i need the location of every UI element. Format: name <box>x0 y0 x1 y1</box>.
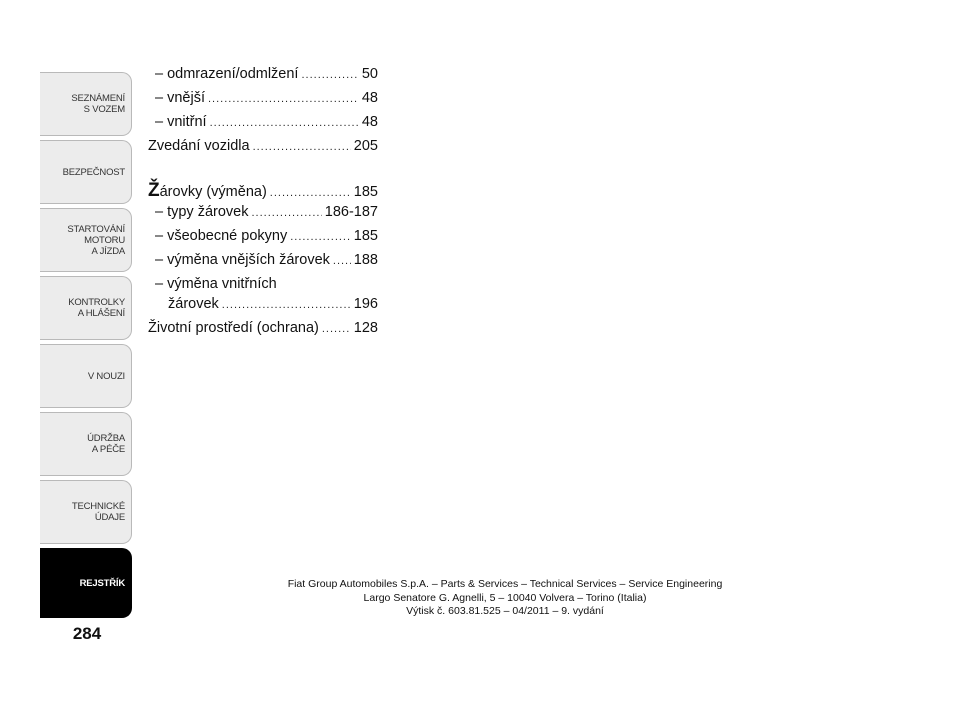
index-entry[interactable] <box>148 138 378 158</box>
entry-label: žárovek <box>168 296 219 312</box>
leader-dots <box>222 299 351 311</box>
leader-dots <box>290 231 351 243</box>
tab-label-line: ÚDAJE <box>94 512 125 523</box>
index-entry[interactable] <box>148 90 378 110</box>
entry-page: 196 <box>353 296 378 312</box>
footer-line: Fiat Group Automobiles S.p.A. – Parts & Services – Technical Services – Service Engineering <box>287 578 723 590</box>
leader-dots <box>333 255 351 267</box>
tab-v-nouzi[interactable] <box>40 344 132 408</box>
tab-label-line: SEZNÁMENÍ <box>71 93 125 104</box>
leader-dots <box>322 323 351 335</box>
tab-label-line: TECHNICKÉ <box>71 501 125 512</box>
tab-label-line: ÚDRŽBA <box>87 433 125 444</box>
leader-dots <box>301 69 358 81</box>
entry-page: 185 <box>353 184 378 200</box>
leader-dots <box>252 207 322 219</box>
entry-page: 48 <box>361 90 378 106</box>
entry-label <box>148 180 267 202</box>
tab-label-line: BEZPEČNOST <box>62 166 125 178</box>
entry-label: – odmrazení/odmlžení <box>155 66 299 82</box>
entry-page: 188 <box>353 252 378 268</box>
entry-label-rest: árovky (výměna) <box>159 184 267 200</box>
leader-dots <box>210 117 359 129</box>
index-entry[interactable] <box>148 320 378 340</box>
leader-dots <box>270 187 351 199</box>
entry-page: 186-187 <box>324 204 378 220</box>
tab-seznameni-s-vozem[interactable] <box>40 72 132 136</box>
index-entry[interactable] <box>148 276 378 296</box>
entry-page: 48 <box>361 114 378 130</box>
tab-label-line: MOTORU <box>84 234 125 246</box>
index-entry[interactable] <box>148 204 378 224</box>
section-initial: Ž <box>148 180 160 201</box>
tab-bezpecnost[interactable] <box>40 140 132 204</box>
entry-page: 128 <box>353 320 378 336</box>
tab-label-line: A HLÁŠENÍ <box>77 308 125 319</box>
tab-rejstrik[interactable] <box>40 548 132 618</box>
tab-kontrolky[interactable] <box>40 276 132 340</box>
index-entry[interactable] <box>148 296 378 316</box>
entry-label: – vnitřní <box>155 114 207 130</box>
tab-startovani-motoru[interactable] <box>40 208 132 272</box>
leader-dots <box>253 141 351 153</box>
tab-label-line: REJSTŘÍK <box>79 577 125 589</box>
index-entry[interactable] <box>148 66 378 86</box>
tab-udrzba[interactable] <box>40 412 132 476</box>
entry-label: – všeobecné pokyny <box>155 228 288 244</box>
leader-dots <box>208 93 359 105</box>
tab-label-line: A JÍZDA <box>91 245 125 257</box>
index-entry[interactable] <box>148 252 378 272</box>
entry-label: – výměna vnitřních <box>155 276 277 292</box>
index-entry[interactable] <box>148 180 378 200</box>
entry-page: 205 <box>353 138 378 154</box>
entry-label: – vnější <box>155 90 205 106</box>
tab-label-line: V NOUZI <box>87 370 125 382</box>
footer-line: Výtisk č. 603.81.525 – 04/2011 – 9. vydání <box>406 605 604 617</box>
tab-label-line: STARTOVÁNÍ <box>67 223 125 235</box>
entry-page: 185 <box>353 228 378 244</box>
entry-label: Životní prostředí (ochrana) <box>148 320 319 336</box>
entry-label: Zvedání vozidla <box>148 138 250 154</box>
tab-label-line: A PÉČE <box>91 444 125 455</box>
index-entry[interactable] <box>148 114 378 134</box>
entry-page: 50 <box>361 66 378 82</box>
footer-line: Largo Senatore G. Agnelli, 5 – 10040 Volvera – Torino (Italia) <box>363 591 647 604</box>
tab-label-line: S VOZEM <box>83 104 125 115</box>
entry-label: – výměna vnějších žárovek <box>155 252 330 268</box>
tab-label-line: KONTROLKY <box>68 297 125 308</box>
tab-technicke-udaje[interactable] <box>40 480 132 544</box>
entry-label: – typy žárovek <box>155 204 249 220</box>
publisher-footer <box>270 578 740 619</box>
index-entry[interactable] <box>148 228 378 248</box>
page-number: 284 <box>72 624 102 643</box>
